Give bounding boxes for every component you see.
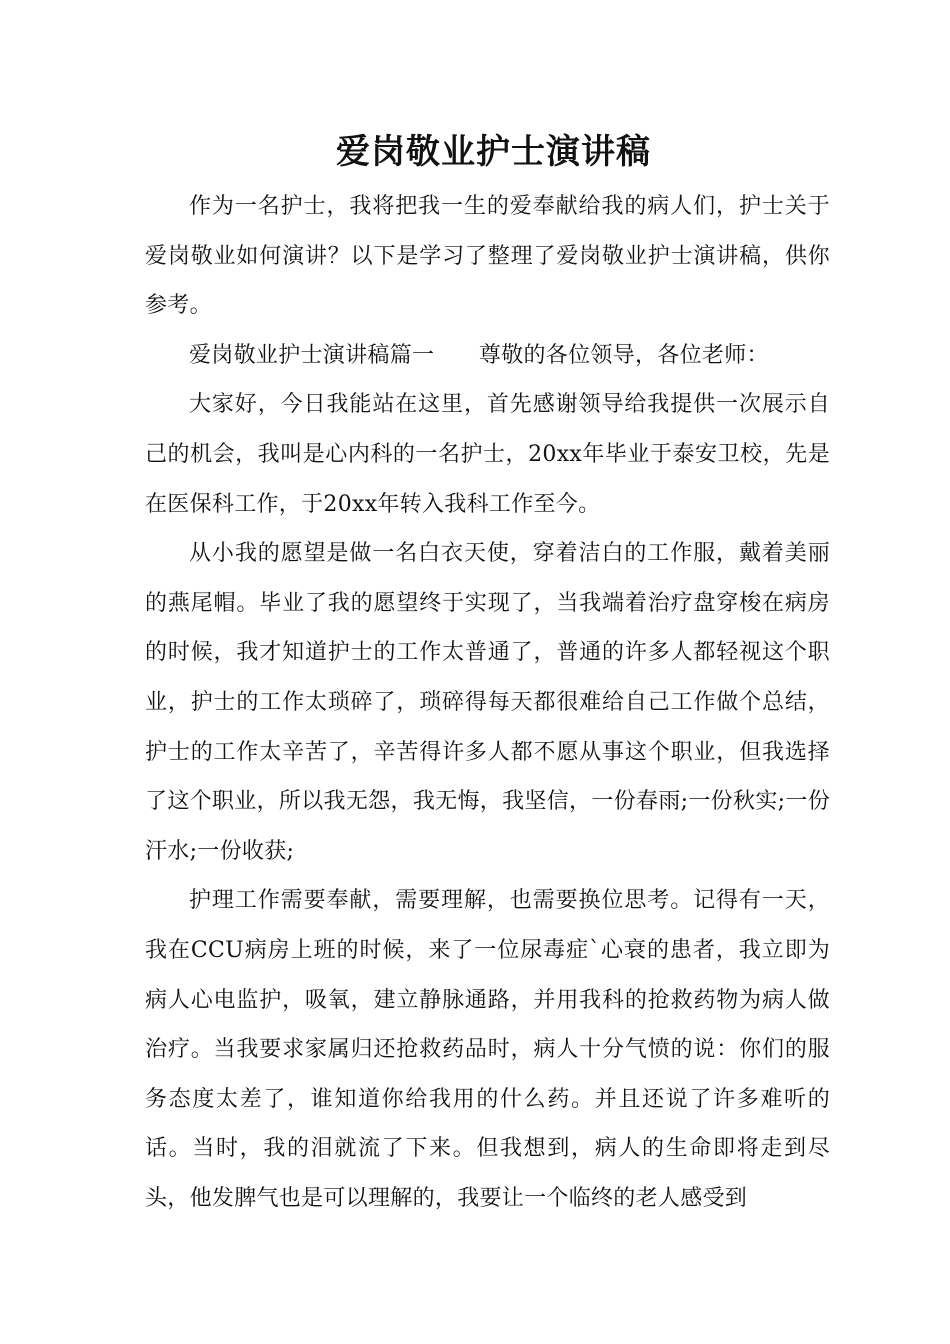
paragraph-self-introduction: 大家好，今日我能站在这里，首先感谢领导给我提供一次展示自己的机会，我叫是心内科的一名护士，20xx年毕业于泰安卫校，先是在医保科工作，于20xx年转入我科工作至今。 [145,392,830,517]
paragraph-salutation: 爱岗敬业护士演讲稿篇一 尊敬的各位领导，各位老师： [189,342,769,368]
paragraph-intro: 作为一名护士，我将把我一生的爱奉献给我的病人们，护士关于爱岗敬业如何演讲？以下是学习了整理了爱岗敬业护士演讲稿，供你参考。 [145,194,830,319]
paragraph-childhood-wish: 从小我的愿望是做一名白衣天使，穿着洁白的工作服，戴着美丽的燕尾帽。毕业了我的愿望终于实现了，当我端着治疗盘穿梭在病房的时候，我才知道护士的工作太普通了，普通的许多人都轻视这个职业，护士的工作太琐碎了，琐碎得每天都很难给自己工作做个总结，护士的工作太辛苦了，辛苦得许多人都不愿从事这个职业，但我选择了这个职业，所以我无怨，我无悔，我坚信，一份春雨;一份秋实;一份汗水;一份收获; [145,541,830,864]
document-title: 爱岗敬业护士演讲稿 [336,132,651,172]
paragraph-ccu-story: 护理工作需要奉献，需要理解，也需要换位思考。记得有一天，我在CCU病房上班的时候，来了一位尿毒症`心衰的患者，我立即为病人心电监护，吸氧，建立静脉通路，并用我科的抢救药物为病人做治疗。当我要求家属归还抢救药品时，病人十分气愤的说：你们的服务态度太差了，谁知道你给我用的什么药。并且还说了许多难听的话。当时，我的泪就流了下来。但我想到，病人的生命即将走到尽头，他发脾气也是可以理解的，我要让一个临终的老人感受到 [145,888,830,1211]
